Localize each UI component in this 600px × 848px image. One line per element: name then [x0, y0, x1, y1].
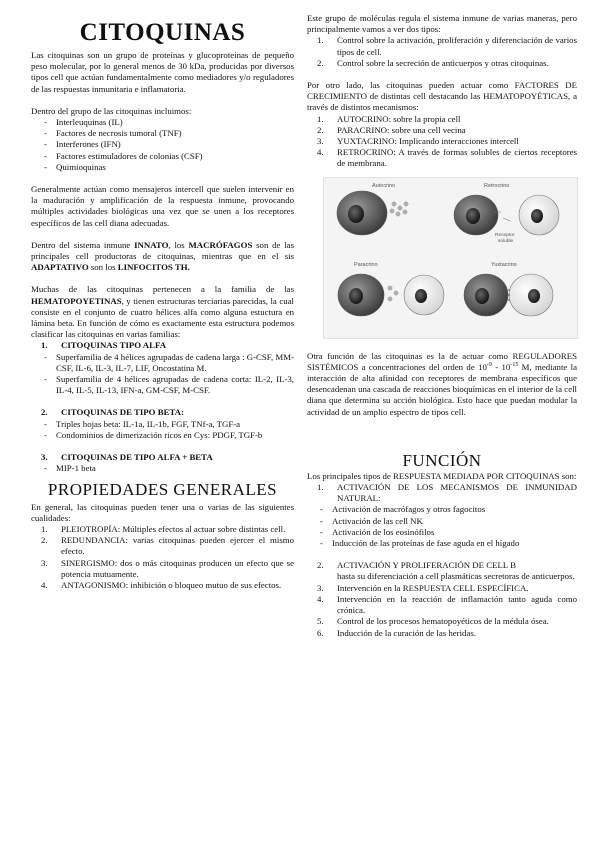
label-paracrino: Paracrino: [354, 261, 378, 268]
cytokine-particles: [390, 201, 408, 215]
cell-nucleus: [528, 289, 540, 303]
label-soluble: soluble: [498, 238, 514, 244]
function-heading: FUNCIÓN: [402, 450, 482, 470]
list-item: 2. REDUNDANCIA: varias citoquinas pueden ejercer el mismo efecto.: [41, 535, 294, 557]
growth-intro: Por otro lado, las citoquinas pueden actuar como FACTORES DE CRECIMIENTO de distintas cell destacando las HEMATOPOYÉTICAS, a través de distintos mecanismos:: [307, 80, 577, 113]
regulation-intro: Este grupo de moléculas regula el sistema inmune de varias maneras, pero principalmente vamos a ver dos tipos:: [307, 13, 577, 35]
properties-list: [31, 524, 294, 591]
right-column: [307, 13, 577, 639]
group-alpha-beta: 3. CITOQUINAS DE TIPO ALFA + BETA - MIP-1 beta: [31, 452, 294, 474]
left-column: [31, 0, 294, 591]
label-yuxtacrino: Yuxtacrino: [491, 261, 517, 268]
label-retrocrino: Retrocrino: [484, 182, 510, 189]
list-item: - Activación de los eosinófilos: [307, 527, 577, 538]
cytokine-particles: [388, 285, 398, 300]
intro-paragraph: Las citoquinas son un grupo de proteínas y glucoproteínas de pequeño peso molecular, por lo general menos de 30 kDa, producidas por diversos tipos cell que actúan fundamentalmente como mediadores y/o reguladores de las respuestas inmunitaria e inflamatoria.: [31, 50, 294, 94]
family-paragraph: Muchas de las citoquinas pertenecen a la familia de las HEMATOPOYETINAS, y tienen estructuras terciarias parecidas, la cual consiste en el conjunto de cuatro hélices alfa como alguna estuctura en lámina beta. En función de cómo es exactamente esta estructura podemos clasificar las citoquinas en varias familias:: [31, 284, 294, 340]
regulation-list: [307, 35, 577, 69]
list-item: 1. Control sobre la activación, proliferación y diferenciación de varios tipos de cell.: [317, 35, 577, 57]
group-title: CITOQUINAS DE TIPO BETA:: [61, 407, 184, 418]
list-item: 4. RETROCRINO: A través de formas solubles de ciertos receptores de membrana.: [317, 147, 577, 169]
cell-nucleus: [466, 208, 480, 224]
types-intro: Dentro del grupo de las citoquinas incluimos:: [31, 105, 192, 116]
list-item: - Inducción de las proteínas de fase aguda en el hígado: [307, 538, 577, 549]
systemic-paragraph: Otra función de las citoquinas es la de actuar como REGULADORES SISTÉMICOS a concentraciones del orden de $10^{-9} - 10^{-15}$ M, mediante la interacción de alta afinidad con receptores de membrana específicos que desencadenan una cascada de reacciones bioquímicas en el interior de la cell diana que determina su acción biológica. Esto hace que puedan modular la actividad de un amplio espectro de tipos cell.: [307, 350, 577, 417]
properties-intro: En general, las citoquinas pueden tener una o varias de las siguientes cualidades:: [31, 501, 294, 523]
page-title: CITOQUINAS: [79, 19, 246, 46]
list-item: - Factores estimuladores de colonias (CSF): [31, 151, 294, 162]
list-item: 3. SINERGISMO: dos o más citoquinas producen un efecto que se potencia mutuamente.: [41, 557, 294, 579]
types-list: [31, 117, 294, 173]
cell-nucleus: [349, 288, 363, 304]
group-title: CITOQUINAS TIPO ALFA: [61, 340, 167, 351]
signaling-diagram: [323, 177, 578, 339]
cell-nucleus: [531, 209, 543, 223]
function-list: [307, 583, 577, 639]
list-item: 3. YUXTACRINO: Implicando interacciones intercell: [317, 136, 519, 147]
list-item: - Superfamilia de 4 hélices agrupadas de cadena corta: IL-2, IL-3, IL-4, IL-5, IL-13, IFN-a, GM-CSF, M-CSF.: [31, 374, 294, 396]
cell-nucleus: [475, 288, 489, 304]
label-autocrino: Autocrino: [372, 182, 396, 189]
list-item: - Interferones (IFN): [31, 139, 294, 150]
list-item: - MIP-1 beta: [31, 463, 294, 474]
function-group-2: 2. ACTIVACIÓN Y PROLIFERACIÓN DE CELL B hasta su diferenciación a cell plasmáticas secretoras de anticuerpos.: [317, 560, 575, 582]
list-item: 2. PARACRINO: sobre una cell vecina: [317, 124, 466, 135]
list-item: - Activación de las cell NK: [307, 516, 577, 527]
list-item: 1. AUTOCRINO: sobre la propia cell: [317, 113, 461, 124]
function-intro: Los principales tipos de RESPUESTA MEDIADA POR CITOQUINAS son:: [307, 470, 577, 481]
list-item: 6. Inducción de la curación de las heridas.: [317, 627, 476, 638]
list-item: - Superfamilia de 4 hélices agrupadas de cadena larga : G-CSF, MM-CSF, IL-6, IL-3, IL-7, LIF, Oncostatina M.: [31, 352, 294, 374]
list-item: 5. Control de los procesos hematopoyéticos de la médula ósea.: [317, 616, 549, 627]
group-title: CITOQUINAS DE TIPO ALFA + BETA: [61, 452, 213, 463]
list-item: 4. ANTAGONISMO: inhibición o bloqueo mutuo de sus efectos.: [41, 579, 282, 590]
cell-nucleus: [415, 289, 427, 303]
innate-paragraph: Dentro del sistema inmune INNATO, los MACRÓFAGOS son de las principales cell productoras de citoquinas, mientras que en el sis ADAPTATIVO son los LINFOCITOS TH.: [31, 239, 294, 273]
group-beta: 2. CITOQUINAS DE TIPO BETA: - Triples hojas beta: IL-1a, IL-1b, FGF, TNf-a, TGF-a - Condominios de dimerización ricos en Cys: PDGF, TGF-b: [31, 407, 294, 441]
mechanisms-list: [307, 114, 577, 170]
list-item: - Factores de necrosis tumoral (TNF): [31, 128, 294, 139]
list-item: 1. PLEIOTROPÍA: Múltiples efectos al actuar sobre distintas cell.: [41, 523, 286, 534]
list-item: - Condominios de dimerización ricos en Cys: PDGF, TGF-b: [31, 430, 294, 441]
cell-nucleus: [348, 205, 364, 223]
list-item: - Triples hojas beta: IL-1a, IL-1b, FGF, TNf-a, TGF-a: [31, 419, 294, 430]
list-item: 4. Intervención en la reacción de inflamación tanto aguda como crónica.: [317, 593, 577, 616]
list-item: - Interleuquinas (IL): [31, 117, 294, 128]
group-alpha: 1. CITOQUINAS TIPO ALFA - Superfamilia de 4 hélices agrupadas de cadena larga : G-CSF, MM-CSF, IL-6, IL-3, IL-7, LIF, Oncostatina M. - Superfamilia de 4 hélices agrupadas de cadena corta: IL-2, IL-3, IL-4, IL-5, IL-13, IFN-a, GM-CSF, M-CSF.: [31, 340, 294, 396]
general-action-paragraph: Generalmente actúan como mensajeros intercell que suelen intervenir en la maduración y amplificación de la respuesta inmune, provocando múltiples actividades biológicas una vez que se unen a los receptores específicos de las cell diana adecuadas.: [31, 184, 294, 228]
list-item: - Activación de macrófagos y otros fagocitos: [307, 504, 577, 515]
function-group-1: 1. ACTIVACIÓN DE LOS MECANISMOS DE INMUNIDAD NATURAL: - Activación de macrófagos y otros fagocitos - Activación de las cell NK - Activación de los eosinófilos - Inducción de las proteínas de fase aguda en el hígado: [307, 482, 577, 549]
label-receptor: Receptor: [495, 232, 515, 238]
list-item: - Quimioquinas: [31, 162, 294, 173]
signaling-diagram-svg: [324, 178, 577, 338]
properties-heading: PROPIEDADES GENERALES: [47, 479, 278, 499]
list-item: 2. Control sobre la secreción de anticuerpos y otras citoquinas.: [317, 57, 549, 68]
list-item: 3. Intervención en la RESPUESTA CELL ESPECÍFICA.: [317, 582, 529, 593]
